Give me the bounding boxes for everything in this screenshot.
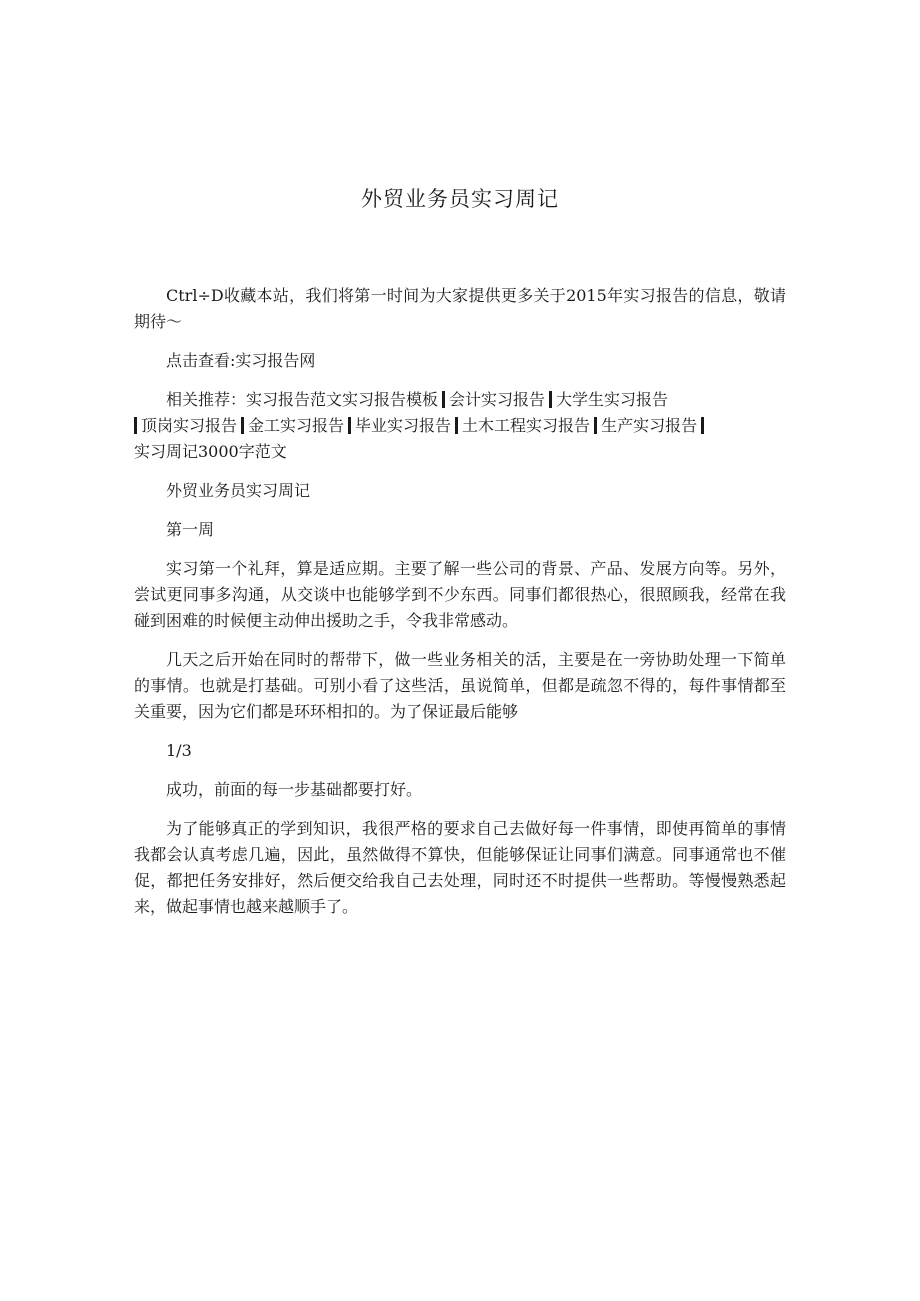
page-number: 1/3 xyxy=(166,741,192,760)
related-line-3 xyxy=(134,439,786,465)
separator-bar xyxy=(594,417,597,434)
body-paragraph: 几天之后开始在同时的帮带下，做一些业务相关的活，主要是在一旁协助处理一下简单的事情。也就是打基础。可别小看了这些活，虽说简单，但都是疏忽不得的，每件事情都至关重要，因为它们都是环环相扣的。为了保证最后能够 xyxy=(134,650,786,721)
separator-bar xyxy=(134,417,137,434)
related-link-production[interactable]: 生产实习报告 xyxy=(601,416,698,435)
separator-bar xyxy=(549,391,552,408)
week-heading: 第一周 xyxy=(166,520,215,539)
related-line-1 xyxy=(134,387,786,413)
view-more-line xyxy=(134,348,786,374)
separator-bar xyxy=(442,391,445,408)
subtitle: 外贸业务员实习周记 xyxy=(166,481,311,500)
related-link-accounting[interactable]: 会计实习报告 xyxy=(449,390,546,409)
related-link-templates[interactable]: 实习报告范文实习报告模板 xyxy=(246,390,439,409)
intro-paragraph: Ctrl÷D收藏本站，我们将第一时间为大家提供更多关于2015年实习报告的信息，敬请期待～ xyxy=(134,286,786,331)
body-paragraph: 实习第一个礼拜，算是适应期。主要了解一些公司的背景、产品、发展方向等。另外，尝试更同事多沟通，从交谈中也能够学到不少东西。同事们都很热心，很照顾我，经常在我碰到困难的时候便主动伸出援助之手，令我非常感动。 xyxy=(134,559,786,630)
related-link-graduation[interactable]: 毕业实习报告 xyxy=(355,416,452,435)
body-paragraph: 成功，前面的每一步基础都要打好。 xyxy=(166,780,423,799)
related-link-internship-post[interactable]: 顶岗实习报告 xyxy=(141,416,238,435)
separator-bar xyxy=(241,417,244,434)
view-more-link[interactable]: 点击查看:实习报告网 xyxy=(166,351,316,370)
document-title: 外贸业务员实习周记 xyxy=(361,187,559,211)
document-body xyxy=(134,283,786,933)
separator-bar xyxy=(701,417,704,434)
related-link-weekly-journal[interactable]: 实习周记3000字范文 xyxy=(134,442,287,461)
related-link-metalwork[interactable]: 金工实习报告 xyxy=(248,416,345,435)
separator-bar xyxy=(348,417,351,434)
body-paragraph: 为了能够真正的学到知识，我很严格的要求自己去做好每一件事情，即使再简单的事情我都会认真考虑几遍，因此，虽然做得不算快，但能够保证让同事们满意。同事通常也不催促，都把任务安排好，然后便交给我自己去处理，同时还不时提供一些帮助。等慢慢熟悉起来，做起事情也越来越顺手了。 xyxy=(134,819,786,916)
related-link-civil[interactable]: 土木工程实习报告 xyxy=(462,416,591,435)
related-link-college[interactable]: 大学生实习报告 xyxy=(556,390,669,409)
related-label: 相关推荐： xyxy=(166,390,247,409)
related-line-2 xyxy=(134,413,786,439)
separator-bar xyxy=(455,417,458,434)
